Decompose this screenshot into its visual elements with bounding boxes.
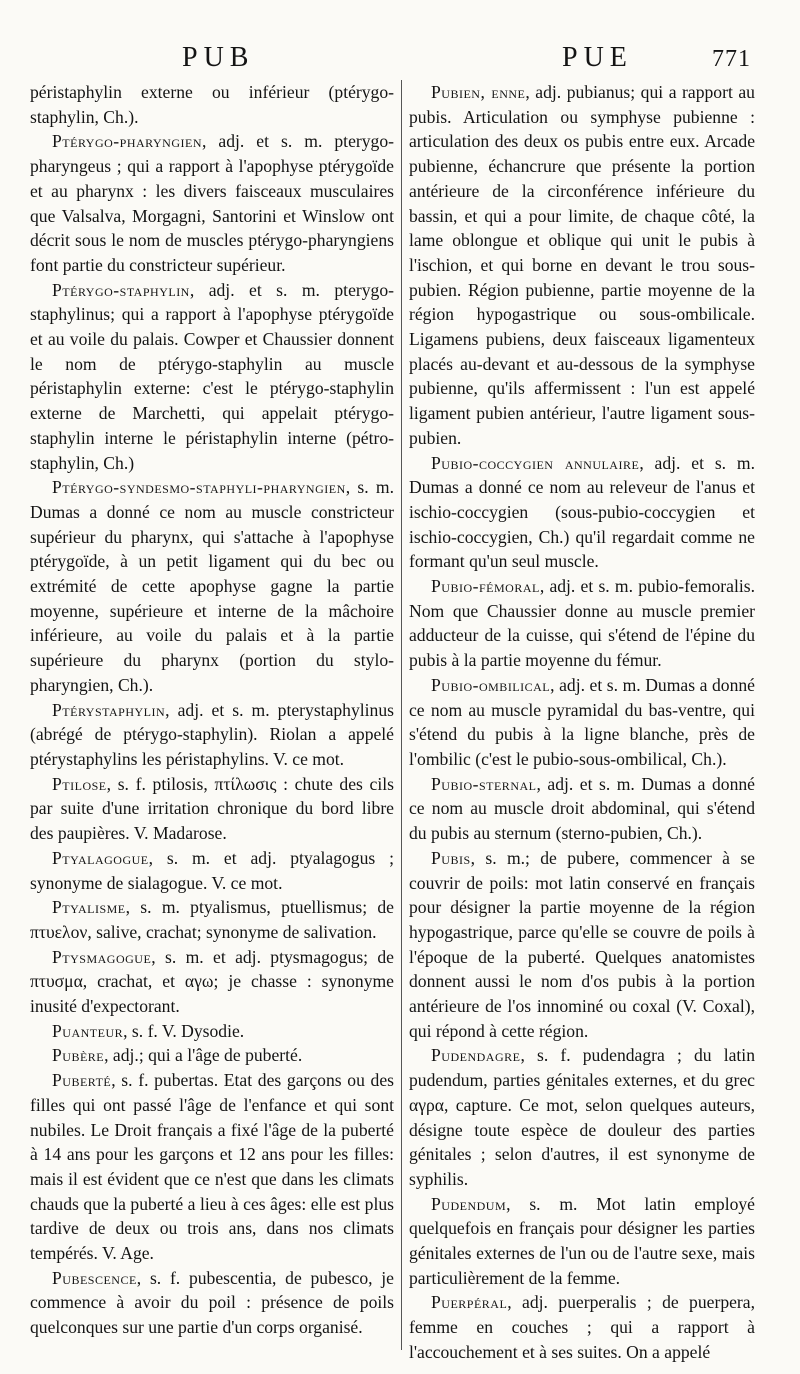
entry-headword: Ptysmagogue [52,946,152,967]
entry-definition: , adj. et s. m. pterygo-staphylinus; qui a rapport à l'apophyse ptérygoïde et au voile du palais. Cowper et Chaussier donnent le nom de ptérygo-staphylin au muscle péristaphylin externe: c'est le ptérygo-staphylin externe de Marchetti, qui appelait ptérygo-staphylin interne le péristaphylin interne (pétro-staphylin, Ch.) [30,279,394,473]
column-divider [401,80,402,1350]
dictionary-entry [30,129,394,277]
dictionary-entry [30,698,394,772]
dictionary-entry [409,574,755,673]
dictionary-entry [30,80,394,129]
entry-definition: , s. m. ptyalismus, ptuellismus; de πτυελον, salive, crachat; synonyme de salivation. [30,897,394,942]
entry-definition: , s. m. Mot latin employé quelquefois en français pour désigner les parties génitales externes de l'un ou de l'autre sexe, mais particulièrement de la femme. [409,1193,755,1288]
entry-headword: Pubio-fémoral [431,576,540,597]
entry-headword: Ptérystaphylin [52,699,166,720]
entry-definition: péristaphylin externe ou inférieur (ptérygo-staphylin, Ch.). [30,82,394,127]
left-column [30,80,394,1340]
entry-definition: , adj.; qui a l'âge de puberté. [104,1045,303,1066]
entry-headword: Ptilose [52,773,107,794]
dictionary-entry [30,1043,394,1068]
entry-headword: Puanteur [52,1020,124,1041]
entry-definition: , s. f. pudendagra ; du latin pudendum, parties génitales externes, et du grec αγρα, capture. Ce mot, selon quelques auteurs, désigne toute espèce de douleur des parties génitales ; selon d'autres, il est synonyme de syphilis. [409,1045,755,1189]
entry-definition: , adj. et s. m. Dumas a donné ce nom au muscle droit abdominal, qui s'étend du pubis au sternum (sterno-pubien, Ch.). [409,773,755,844]
entry-definition: , adj. pubianus; qui a rapport au pubis. Articulation ou symphyse pubienne : articulation des deux os pubis entre eux. Arcade pubienne, échancrure que présente la portion antérieure de la circonférence inférieure du bassin, et qui a pour limite, de chaque côté, la lame oblongue et oblique qui unit le pubis à l'ischion, et qui borne en devant le trou sous-pubien. Région pubienne, partie moyenne de la région hypogastrique ou sous-ombilicale. Ligamens pubiens, deux faisceaux ligamenteux placés au-devant et au-dessous de la symphyse pubienne, qu'ils affermissent : l'un est appelé ligament pubien antérieur, l'autre ligament sous-pubien. [409,82,755,448]
entry-definition: , s. m. Dumas a donné ce nom au muscle constricteur supérieur du pharynx, qui s'attache à l'apophyse ptérygoïde, à un petit ligament qui du bec ou extrémité de cette apophyse gagne la partie moyenne, supérieure et interne de la mâchoire inférieure, au voile du palais et à la partie supérieure du pharynx (portion du stylo-pharyngien, Ch.). [30,477,394,695]
entry-definition: , s. f. pubescentia, de pubesco, je commence à avoir du poil : présence de poils quelconques sur une partie d'un corps organisé. [30,1267,394,1338]
entry-definition: , s. f. ptilosis, πτίλωσις : chute des cils par suite d'une irritation chronique du bord libre des paupières. V. Madarose. [30,773,394,844]
dictionary-entry [409,846,755,1044]
dictionary-entry [409,1043,755,1191]
entry-headword: Pubère [52,1045,105,1066]
entry-headword: Ptérygo-pharyngien [52,131,202,152]
dictionary-entry [30,1068,394,1266]
dictionary-entry [409,451,755,575]
entry-headword: Ptyalisme [52,897,126,918]
dictionary-entry [30,278,394,476]
dictionary-entry [409,1290,755,1364]
entry-headword: Pubis [431,847,471,868]
entry-definition: , adj. puerperalis ; de puerpera, femme en couches ; qui a rapport à l'accouchement et à ses suites. On a appelé [409,1292,755,1362]
entry-definition: , adj. et s. m. pterygo-pharyngeus ; qui a rapport à l'apophyse ptérygoïde et au pharynx : les divers faisceaux musculaires que Valsalva, Morgagni, Santorini et Winslow ont décrit sous le nom de muscles ptérygo-pharyngiens font partie du constricteur supérieur. [30,131,394,275]
entry-definition: , s. f. V. Dysodie. [123,1020,245,1041]
dictionary-entry [409,80,755,451]
entry-headword: Puerpéral [431,1292,508,1313]
entry-headword: Ptérygo-staphylin [52,279,190,300]
entry-definition: , adj. et s. m. Dumas a donné ce nom au muscle pyramidal du bas-ventre, qui s'étend du pubis à la ligne blanche, près de l'ombilic (c'est le pubio-sous-ombilical, Ch.). [409,674,755,769]
dictionary-entry [409,673,755,772]
dictionary-entry [409,772,755,846]
entry-headword: Ptyalagogue [52,847,149,868]
entry-definition: , adj. et s. m. Dumas a donné ce nom au releveur de l'anus et ischio-coccygien (sous-pubio-coccygien et ischio-coccygien, Ch.) qu'il regardait comme ne formant qu'un seul muscle. [409,452,755,572]
entry-definition: , adj. et s. m. pterystaphylinus (abrégé de ptérygo-staphylin). Riolan a appelé ptérystaphylins les péristaphylins. V. ce mot. [30,699,394,769]
dictionary-entry [30,945,394,1019]
entry-headword: Pubien, enne [431,82,526,102]
dictionary-entry [30,1266,394,1340]
dictionary-entry [30,772,394,846]
dictionary-entry [30,475,394,697]
entry-headword: Pubio-ombilical [431,674,551,695]
entry-headword: Pubescence [52,1267,137,1288]
entry-headword: Pubio-sternal [431,773,537,794]
right-running-title: PUE [562,42,633,73]
entry-headword: Pubio-coccygien annulaire [431,452,640,473]
left-running-title: PUB [182,42,255,73]
dictionary-entry [30,895,394,944]
entry-definition: , s. m.; de pubere, commencer à se couvrir de poils: mot latin conservé en français pour désigner la partie moyenne de la région hypogastrique, parce qu'elle se couvre de poils à l'époque de la puberté. Quelques anatomistes donnent aussi le nom d'os pubis à la portion antérieure de l'os innominé ou coxal (V. Coxal), qui répond à cette région. [409,847,755,1041]
dictionary-entry [30,1019,394,1044]
entry-headword: Ptérygo-syndesmo-staphyli-pharyngien [52,477,346,498]
entry-headword: Puberté [52,1070,112,1091]
running-header [0,42,800,82]
entry-headword: Pudendagre [431,1045,521,1066]
entry-headword: Pudendum [431,1193,507,1214]
entry-definition: , s. m. et adj. ptyalagogus ; synonyme de sialagogue. V. ce mot. [30,847,394,893]
page-number: 771 [712,46,751,72]
entry-definition: , s. f. pubertas. Etat des garçons ou des filles qui ont passé l'âge de l'enfance et qui sont nubiles. Le Droit français a fixé l'âge de la puberté à 14 ans pour les garçons et 12 ans pour les filles: mais il est évident que ce n'est que dans les climats chauds que la puberté a lieu à ces âges: elle est plus tardive de deux ou trois ans, dans nos climats tempérés. V. Age. [30,1070,394,1264]
entry-definition: , s. m. et adj. ptysmagogus; de πτυσμα, crachat, et αγω; je chasse : synonyme inusité d'expectorant. [30,946,394,1017]
dictionary-entry [30,846,394,895]
right-column [409,80,755,1365]
dictionary-entry [409,1192,755,1291]
entry-definition: , adj. et s. m. pubio-femoralis. Nom que Chaussier donne au muscle premier adducteur de la cuisse, qui s'étend de l'épine du pubis à la partie moyenne du fémur. [409,576,755,671]
